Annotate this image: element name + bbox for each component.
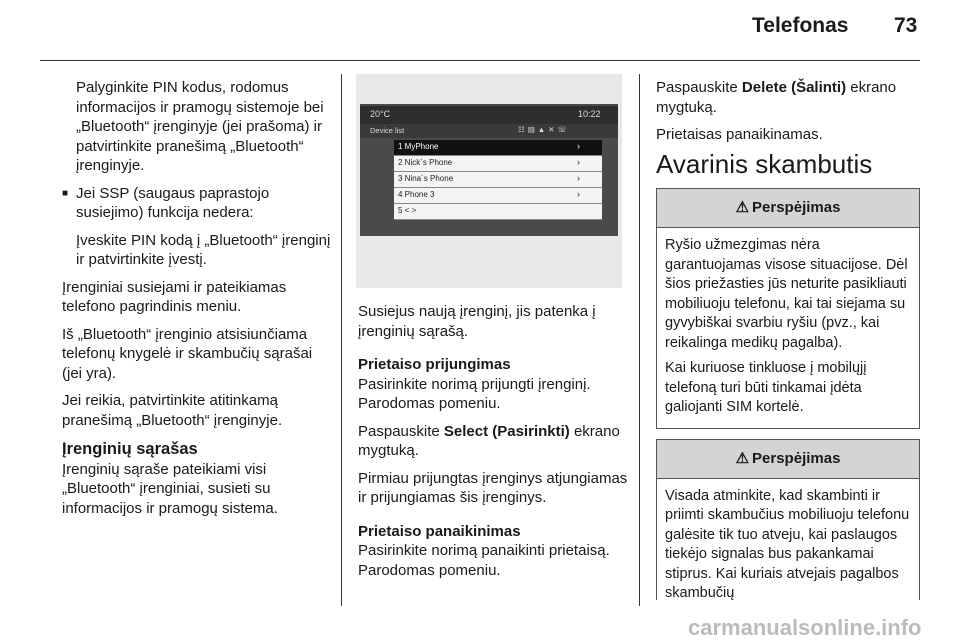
column-divider-2 — [639, 74, 640, 606]
watermark: carmanualsonline.info — [688, 615, 922, 640]
section-heading: Prietaiso prijungimas — [358, 356, 511, 373]
bullet-item: ■ Jei SSP (saugaus paprastojo susiejimo) funkcija nedera: — [62, 184, 332, 223]
middle-column — [358, 302, 630, 588]
paragraph: Įrenginių sąraše pateikiami visi „Bluetooth“ įrenginiai, susieti su informacijos ir pramogų sistema. — [62, 460, 278, 517]
screen-status-bar — [360, 106, 618, 124]
chevron-right-icon: › — [577, 173, 580, 183]
button-name: Delete (Šalinti) — [741, 79, 847, 96]
status-icons: ☷▤▲✕☏ — [518, 125, 570, 134]
section-heading: Įrenginių sąrašas — [62, 440, 198, 458]
paragraph: Ryšio užmezgimas nėra garantuojamas visose situacijose. Dėl šios priežasties jūs neturite pasikliauti mobiliuoju telefonu, kai tai siejama su gyvybiškai svarbiu ryšiu (pvz., kai reikalinga medikų pagalba). — [665, 237, 908, 351]
paragraph: Pirmiau prijungtas įrenginys atjungiamas ir prijungiamas šis įrenginys. — [358, 469, 628, 506]
paragraph: Prietaisas panaikinamas. — [656, 126, 823, 143]
paragraph: Paspauskite Select (Pasirinkti) ekrano mygtuką. — [358, 422, 620, 459]
device-row[interactable]: 3 Nina´s Phone › — [394, 172, 602, 188]
paragraph: Susiejus naują įrenginį, jis patenka į įrenginių sąrašą. — [358, 303, 596, 340]
paragraph: Iš „Bluetooth“ įrenginio atsisiunčiama telefonų knygelė ir skambučių sąrašai (jei yra). — [62, 325, 313, 382]
temperature: 20°C — [370, 109, 391, 119]
section-heading: Avarinis skambutis — [656, 148, 873, 179]
section-heading: Prietaiso panaikinimas — [358, 522, 521, 540]
screen-title-bar — [360, 124, 618, 138]
device-row[interactable]: 5 < > — [394, 204, 602, 220]
left-column — [62, 78, 332, 526]
paragraph: Kai kuriuose tinkluose į mobilųjį telefoną turi būti tinkamai įdėta galiojanti SIM kortelė. — [665, 360, 867, 415]
device-row[interactable]: 4 Phone 3 › — [394, 188, 602, 204]
paragraph: Įveskite PIN kodą į „Bluetooth“ įrenginį ir patvirtinkite įvestį. — [76, 231, 331, 268]
header-divider — [40, 60, 920, 61]
column-divider-1 — [341, 74, 342, 606]
warning-box — [656, 188, 920, 429]
chevron-right-icon: › — [577, 189, 580, 199]
paragraph: Visada atminkite, kad skambinti ir priimti skambučius mobiliuoju telefonu galėsite tik tuo atveju, kai paslaugos tiekėjo signalas bus pakankamai stiprus. Kai kuriais atvejais pagalbos skambučių — [665, 487, 910, 600]
warning-title: Perspėjimas — [752, 199, 841, 217]
device-row[interactable]: 2 Nick´s Phone › — [394, 156, 602, 172]
screen-title: Device list — [370, 126, 405, 135]
clock: 10:22 — [578, 109, 601, 119]
paragraph: Pasirinkite norimą prijungti įrenginį. Parodomas pomeniu. — [358, 375, 591, 412]
warning-icon: ⚠ — [735, 449, 750, 467]
button-name: Select (Pasirinkti) — [443, 422, 570, 440]
right-column — [656, 78, 920, 600]
warning-title: Perspėjimas — [752, 449, 841, 467]
warning-icon: ⚠ — [735, 199, 750, 217]
warning-box — [656, 439, 920, 600]
page-number: 73 — [894, 14, 918, 37]
paragraph: Pasirinkite norimą panaikinti prietaisą. Parodomas pomeniu. — [358, 542, 610, 579]
paragraph: Įrenginiai susiejami ir pateikiamas telefono pagrindinis meniu. — [62, 278, 287, 315]
device-row[interactable]: 1 MyPhone › — [394, 140, 602, 156]
chevron-right-icon: › — [577, 141, 580, 151]
paragraph: Palyginkite PIN kodus, rodomus informacijos ir pramogų sistemoje bei „Bluetooth“ įrenginyje (jei prašoma) ir patvirtinkite pranešimą „Bluetooth“ įrenginyje. — [76, 79, 324, 174]
page-header-title: Telefonas — [752, 14, 849, 37]
paragraph: Jei reikia, patvirtinkite atitinkamą pranešimą „Bluetooth“ įrenginyje. — [62, 392, 283, 429]
chevron-right-icon: › — [577, 157, 580, 167]
device-list-screenshot — [356, 74, 622, 288]
paragraph: Paspauskite Delete (Šalinti) ekrano mygtuką. — [656, 79, 897, 116]
device-list — [394, 140, 602, 220]
